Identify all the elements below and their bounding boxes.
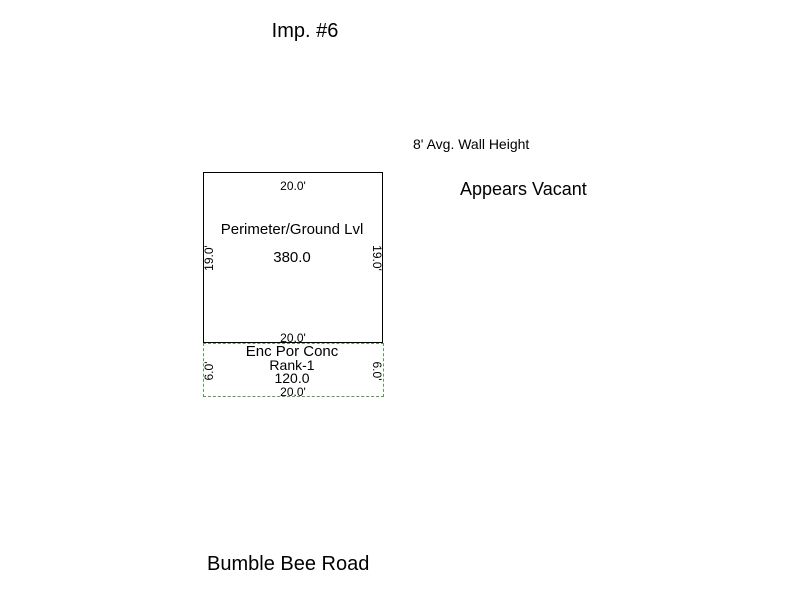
porch-area-value: 120.0 [274,370,310,386]
main-area-label: Perimeter/Ground Lvl [220,221,364,238]
wall-height-note: 8' Avg. Wall Height [413,136,530,152]
porch-bottom-dimension: 20.0' [280,385,306,399]
main-top-dimension: 20.0' [280,179,306,193]
porch-rank: Rank-1 [269,357,315,373]
main-bottom-dimension: 20.0' [280,331,306,345]
porch-right-dimension: 6.0' [370,361,384,381]
main-left-dimension: 19.0' [202,245,216,271]
main-right-dimension: 19.0' [370,245,384,271]
porch-left-dimension: 6.0' [202,361,216,381]
road-name: Bumble Bee Road [207,553,370,575]
vacancy-note: Appears Vacant [460,179,587,199]
porch-label: Enc Por Conc [245,343,339,360]
sketch-title: Imp. #6 [271,20,339,42]
main-area-value: 380.0 [273,249,311,266]
